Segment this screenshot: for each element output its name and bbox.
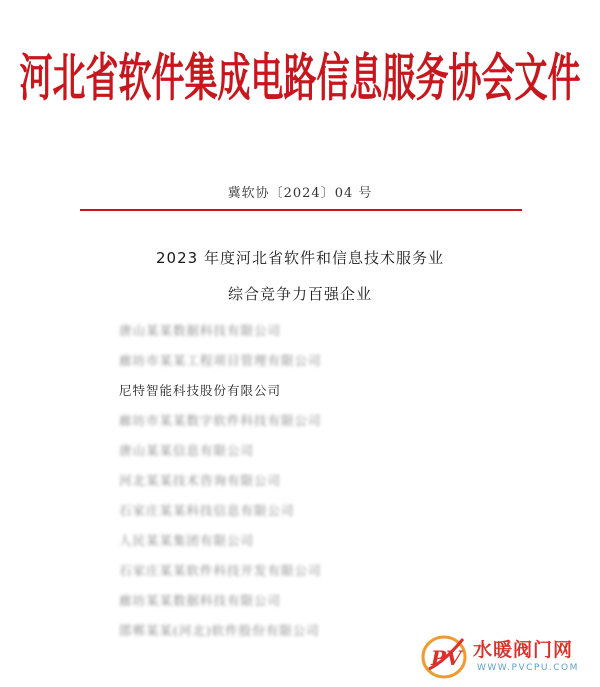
list-item: 石家庄某某科技信息有限公司 [119, 503, 295, 518]
list-item: 唐山某某数据科技有限公司 [119, 323, 282, 338]
pv-logo-icon [419, 631, 471, 681]
company-list [119, 316, 519, 646]
watermark-site-name: 水暖阀门网 [473, 639, 574, 661]
list-item: 人民某某集团有限公司 [119, 533, 255, 548]
notice-title-line-1: 2023 年度河北省软件和信息技术服务业 [156, 249, 444, 267]
list-item: 廊坊市某某工程项目管理有限公司 [119, 353, 322, 368]
document-number: 冀软协〔2024〕04 号 [227, 186, 373, 201]
list-item: 廊坊市某某数字软件科技有限公司 [119, 413, 322, 428]
watermark-site-url: WWW.PVCPU.COM [477, 663, 579, 673]
header-divider [80, 209, 522, 211]
list-item: 邯郸某某(河北)软件股份有限公司 [119, 623, 320, 638]
list-item: 尼特智能科技股份有限公司 [119, 383, 282, 398]
list-item: 廊坊某某数据科技有限公司 [119, 593, 282, 608]
list-item: 河北某某技术咨询有限公司 [119, 473, 282, 488]
pv-logo-letters: PV [431, 646, 462, 670]
notice-title-line-2: 综合竞争力百强企业 [227, 285, 372, 303]
list-item: 石家庄某某软件科技开发有限公司 [119, 563, 322, 578]
list-item: 唐山某某信息有限公司 [119, 443, 255, 458]
site-watermark [419, 631, 594, 681]
document-header-title: 河北省软件集成电路信息服务协会文件 [19, 47, 581, 108]
